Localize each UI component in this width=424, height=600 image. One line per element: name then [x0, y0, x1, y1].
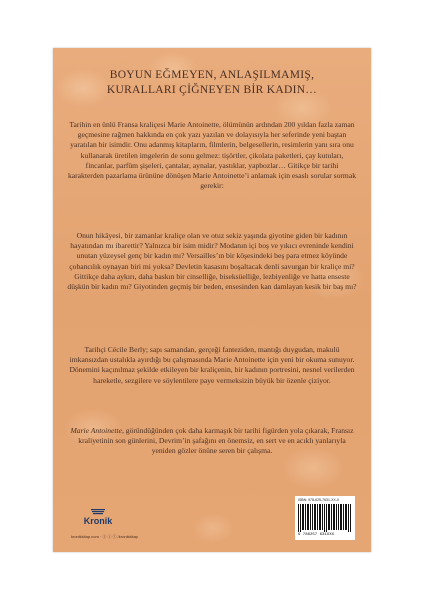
publisher-footer: kronikkitap.com · ⓕ ⓘ ⓣ /kronikkitap — [71, 534, 138, 539]
book-back-cover — [53, 48, 371, 552]
blurb-paragraph-4-rest: , göründüğünden çok daha karmaşık bir tarihi figürden yola çıkarak, Fransız kraliyetinin son günlerini, Devrim’in şafağını en önemsiz, en sert ve en acıklı yanlarıyla yeniden gözler önüne seren bir çalışma. — [78, 426, 354, 456]
blurb-paragraph-3: Tarihçi Cécile Berly; sapı samandan, gerçeği fanteziden, mantığı duygudan, makulü imkansızdan ustalıkla ayırdığı bu çalışmasında Marie Antoinette için yeni bir okuma sunuyor. Dönemini kaçınılmaz şekilde etkileyen bir kraliçenin, bir kadının portresini, nesnel verilerden hareketle, sezgilere ve söylentilere paye vermeksizin büyük bir özenle çiziyor. — [69, 345, 355, 385]
headline-line-1: BOYUN EĞMEYEN, ANLAŞILMAMIŞ, — [109, 69, 315, 81]
publisher-logo — [78, 508, 118, 530]
publisher-logo-text: Kronik — [83, 516, 113, 526]
publisher-logo-icon — [90, 508, 106, 516]
blurb-paragraph-1: Tarihin en ünlü Fransa kraliçesi Marie Antoinette, ölümünün ardından 200 yıldan fazla zaman geçmesine rağmen hakkında en çok yazı yazılan ve dolayısıyla her seferinde yeni baştan yaratılan bir isimdir. Onu adanmış kitapların, filmlerin, belgesellerin, resimlerin yanı sıra onu kullanarak üretilen imgelerin de sonu gelmez: tişörtler, çikolata paketleri, çay kutuları, fincanlar, parfüm şişeleri, çantalar, aynalar, yastıklar, yapbozlar… Gitikçe bir tarihi karakterden pazarlama ürününe dönüşen Marie Antoinette’i anlamak için esaslı sorular sormak gerekir: — [67, 120, 357, 191]
blurb-paragraph-4 — [67, 426, 357, 457]
isbn-label: ISBN: 978-625-7631-XX-X — [298, 498, 340, 502]
headline-line-2: KURALLARI ÇİĞNEYEN BİR KADIN… — [106, 84, 318, 96]
book-title-italic: Marie Antoinette — [70, 426, 122, 435]
cover-headline — [53, 68, 371, 98]
blurb-paragraph-2: Onun hikâyesi, bir zamanlar kraliçe olan ve otuz sekiz yaşında giyotine giden bir kadının hayatından mı ibarettir? Yalnızca bir isim midir? Modanın içi boş ve yıkıcı evreninde kendini unutan yüzeysel genç bir kadın mı? Versailles’ın bir köşesindeki beş para etmez köyünde çobancılık oynayan biri mi yoksa? Devletin kasasını boşaltacak denli savurgan bir kraliçe mi? Gittikçe daha aykırı, daha baskın bir cinselliğe, biseksüelliğe, lezbiyenliğe ve hatta enseste düşkün bir kadın mı? Giyotinden geçmiş bir beden, ensesinden kan damlayan kesik bir baş mı? — [67, 231, 357, 292]
barcode-icon — [298, 504, 352, 532]
barcode-number: 9 786257 631XXX — [298, 533, 335, 537]
barcode-box — [295, 496, 355, 540]
